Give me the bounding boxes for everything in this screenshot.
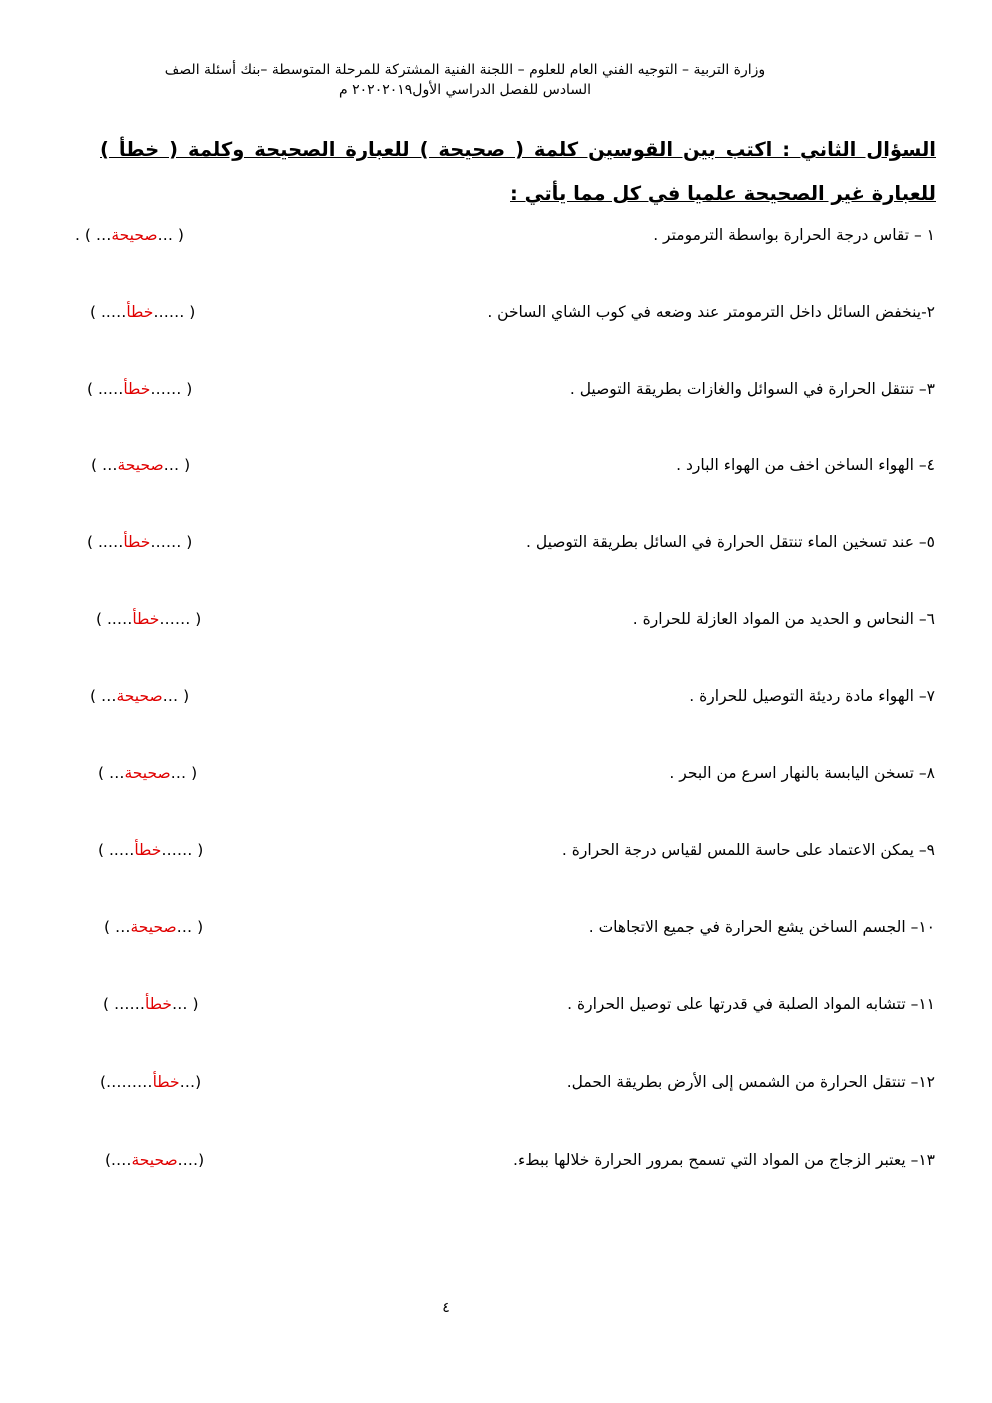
question-text: ٩– يمكن الاعتماد على حاسة اللمس لقياس درجة الحرارة . [561,841,935,859]
document-header [150,60,780,100]
answer-word: صحيحة [131,1151,178,1169]
answer-word: صحيحة [124,764,171,782]
open-paren: ( … [172,995,199,1013]
question-text: ١ – تقاس درجة الحرارة بواسطة الترمومتر . [653,226,935,244]
open-paren: ( … [163,456,191,474]
answer-box [90,297,195,327]
answer-box [96,604,201,634]
question-text: ٥– عند تسخين الماء تنتقل الحرارة في السائل بطريقة التوصيل . [525,533,935,551]
question-row [60,835,935,865]
open-paren: (…. [177,1151,205,1169]
answer-box [105,1145,204,1175]
open-paren: ( …… [150,533,193,551]
answer-box [87,527,192,557]
answer-box [100,1067,201,1097]
answer-word: صحيحة [130,918,177,936]
question-row [60,681,935,711]
answer-word: صحيحة [117,456,164,474]
open-paren: ( …… [153,303,196,321]
question-row [60,989,935,1019]
close-paren: ….. ) [87,533,124,551]
open-paren: ( … [170,764,198,782]
question-text: ١٢– تنتقل الحرارة من الشمس إلى الأرض بطريقة الحمل. [566,1073,935,1091]
question-row [60,527,935,557]
question-row [60,450,935,480]
open-paren: ( … [176,918,204,936]
close-paren: ….. ) [87,380,124,398]
open-paren: ( …… [150,380,193,398]
answer-word: صحيحة [116,687,163,705]
question-text: ١٣– يعتبر الزجاج من المواد التي تسمح بمرور الحرارة خلالها ببطء. [513,1151,935,1169]
header-line-2: السادس للفصل الدراسي الأول٢٠٢٠٢٠١٩ م [339,82,591,98]
question-row [60,1067,935,1097]
answer-word: خطأ [126,303,154,321]
question-text: ٦– النحاس و الحديد من المواد العازلة للحرارة . [632,610,935,628]
answer-box [91,450,190,480]
question-text: ٤– الهواء الساخن اخف من الهواء البارد . [676,456,935,474]
answer-box [98,758,197,788]
question-row [60,297,935,327]
answer-box [104,912,203,942]
close-paren: … ) [90,687,117,705]
close-paren: ….. ) [96,610,133,628]
open-paren: ( …… [159,610,202,628]
question-title: السؤال الثاني : اكتب بين القوسين كلمة ( صحيحة ) للعبارة الصحيحة وكلمة ( خطأ ) للعبارة غير الصحيحة علميا في كل مما يأتي : [100,138,936,205]
question-text: ١٠– الجسم الساخن يشع الحرارة في جميع الاتجاهات . [588,918,935,936]
question-text: ٢-ينخفض السائل داخل الترمومتر عند وضعه في كوب الشاي الساخن . [487,303,935,321]
answer-box [90,681,189,711]
open-paren: ( … [157,226,184,244]
close-paren: ………) [100,1073,153,1091]
question-text: ٧– الهواء مادة رديئة التوصيل للحرارة . [689,687,935,705]
answer-box [98,835,203,865]
question-row [60,220,935,250]
answer-box [75,220,184,250]
close-paren: …… ) [103,995,145,1013]
open-paren: (… [179,1073,202,1091]
answer-word: صحيحة [111,226,158,244]
answer-word: خطأ [152,1073,180,1091]
close-paren: … ) [104,918,131,936]
question-row [60,758,935,788]
close-paren: … ) [98,764,125,782]
question-row [60,604,935,634]
question-text: ٣– تنتقل الحرارة في السوائل والغازات بطريقة التوصيل . [569,380,935,398]
open-paren: ( … [162,687,190,705]
answer-word: خطأ [123,533,151,551]
question-text: ٨– تسخن اليابسة بالنهار اسرع من البحر . [669,764,935,782]
question-row [60,912,935,942]
answer-word: خطأ [134,841,162,859]
close-paren: ….. ) [90,303,127,321]
question-row [60,374,935,404]
question-list [60,220,935,1220]
answer-word: خطأ [132,610,160,628]
question-text: ١١– تتشابه المواد الصلبة في قدرتها على توصيل الحرارة . [567,995,935,1013]
answer-word: خطأ [123,380,151,398]
page-number: ٤ [442,1300,450,1316]
close-paren: ….. ) [98,841,135,859]
question-row [60,1145,935,1175]
open-paren: ( …… [161,841,204,859]
close-paren: ….) [105,1151,132,1169]
close-paren: … ) . [75,226,112,244]
answer-word: خطأ [144,995,173,1013]
answer-box [87,374,192,404]
answer-box [103,989,199,1019]
close-paren: … ) [91,456,118,474]
header-line-1: وزارة التربية – التوجيه الفني العام للعلوم – اللجنة الفنية المشتركة للمرحلة المتوسطة –بنك أسئلة الصف [164,62,766,78]
